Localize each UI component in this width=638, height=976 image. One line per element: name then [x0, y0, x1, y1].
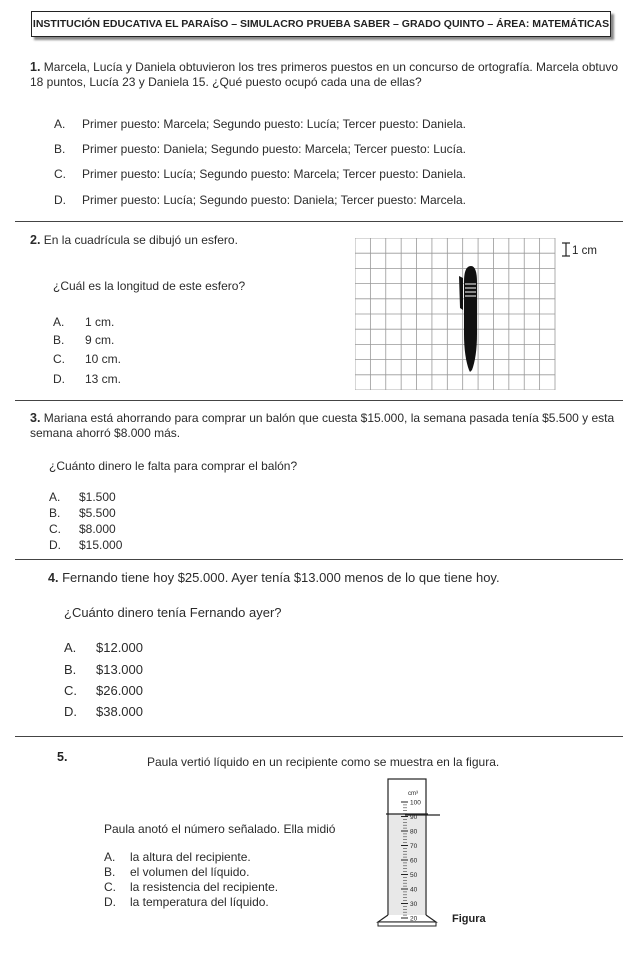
- q1-option-c[interactable]: C. Primer puesto: Lucía; Segundo puesto: Marcela; Tercer puesto: Daniela.: [54, 167, 466, 181]
- divider: [15, 400, 623, 401]
- scale-label: 50: [410, 872, 418, 879]
- scale-label: 80: [410, 828, 418, 836]
- scale-label: 60: [410, 857, 418, 865]
- scale-label: 20: [410, 915, 418, 923]
- figure-caption: Figura: [452, 913, 486, 925]
- scale-label: 100: [410, 799, 421, 807]
- question-5-text: Paula vertió líquido en un recipiente como se muestra en la figura.: [147, 755, 500, 769]
- q3-option-c[interactable]: C. $8.000: [49, 522, 116, 536]
- q5-option-d[interactable]: D. la temperatura del líquido.: [104, 895, 269, 909]
- scale-label: 30: [410, 901, 418, 908]
- divider: [15, 221, 623, 222]
- question-1-number: 1.: [30, 60, 41, 74]
- page-header: INSTITUCIÓN EDUCATIVA EL PARAÍSO – SIMULACRO PRUEBA SABER – GRADO QUINTO – ÁREA: MATEMÁTICAS: [31, 11, 611, 37]
- divider: [15, 736, 623, 737]
- q4-option-c[interactable]: C. $26.000: [64, 683, 143, 698]
- q1-option-d[interactable]: D. Primer puesto: Lucía; Segundo puesto: Daniela; Tercer puesto: Marcela.: [54, 193, 466, 207]
- scale-label: 70: [410, 843, 418, 850]
- q5-option-c[interactable]: C. la resistencia del recipiente.: [104, 880, 279, 894]
- q4-option-d[interactable]: D. $38.000: [64, 704, 143, 719]
- question-3-number: 3.: [30, 411, 41, 425]
- q2-option-a[interactable]: A. 1 cm.: [53, 315, 115, 329]
- question-1-text: Marcela, Lucía y Daniela obtuvieron los tres primeros puestos en un concurso de ortografía. Marcela obtuvo 18 puntos, Lucía 23 y Daniela 15. ¿Qué puesto ocupó cada una de ellas?: [30, 60, 619, 89]
- scale-marker: [562, 243, 570, 256]
- pen-drawing: [459, 266, 477, 372]
- q3-option-a[interactable]: A. $1.500: [49, 490, 116, 504]
- question-3-prompt: ¿Cuánto dinero le falta para comprar el balón?: [49, 459, 298, 473]
- question-2-text: En la cuadrícula se dibujó un esfero.: [43, 233, 238, 247]
- q4-option-a[interactable]: A. $12.000: [64, 640, 143, 655]
- divider: [15, 559, 623, 560]
- question-5-number: 5.: [57, 750, 68, 764]
- question-2-prompt: ¿Cuál es la longitud de este esfero?: [53, 279, 246, 293]
- q5-option-b[interactable]: B. el volumen del líquido.: [104, 865, 250, 879]
- scale-label: 1 cm: [572, 245, 597, 257]
- question-3: [30, 411, 624, 441]
- q5-option-a[interactable]: A. la altura del recipiente.: [104, 850, 251, 864]
- q1-option-b[interactable]: B. Primer puesto: Daniela; Segundo puesto: Marcela; Tercer puesto: Lucía.: [54, 142, 466, 156]
- q1-option-a[interactable]: A. Primer puesto: Marcela; Segundo puesto: Lucía; Tercer puesto: Daniela.: [54, 117, 466, 131]
- q2-option-b[interactable]: B. 9 cm.: [53, 333, 115, 347]
- question-2-number: 2.: [30, 233, 41, 247]
- q3-option-d[interactable]: D. $15.000: [49, 538, 123, 552]
- question-5-prompt: Paula anotó el número señalado. Ella midió: [104, 822, 336, 836]
- question-4-number: 4.: [48, 571, 59, 585]
- question-1: [30, 60, 622, 90]
- q3-option-b[interactable]: B. $5.500: [49, 506, 116, 520]
- grid: [355, 238, 555, 390]
- unit-label: cm³: [408, 791, 418, 797]
- question-4-text: Fernando tiene hoy $25.000. Ayer tenía $13.000 menos de lo que tiene hoy.: [62, 570, 500, 585]
- scale-label: 40: [410, 886, 418, 894]
- q4-option-b[interactable]: B. $13.000: [64, 662, 143, 677]
- grid-figure: [355, 238, 605, 390]
- scale-label: 90: [410, 814, 418, 821]
- question-3-text: Mariana está ahorrando para comprar un balón que cuesta $15.000, la semana pasada tenía $5.500 y esta semana ahorró $8.000 más.: [30, 411, 615, 440]
- graduated-cylinder-figure: [370, 775, 500, 935]
- question-4: [48, 570, 500, 586]
- q2-option-c[interactable]: C. 10 cm.: [53, 352, 122, 366]
- question-4-prompt: ¿Cuánto dinero tenía Fernando ayer?: [64, 605, 282, 620]
- question-2: [30, 233, 238, 248]
- q2-option-d[interactable]: D. 13 cm.: [53, 372, 122, 386]
